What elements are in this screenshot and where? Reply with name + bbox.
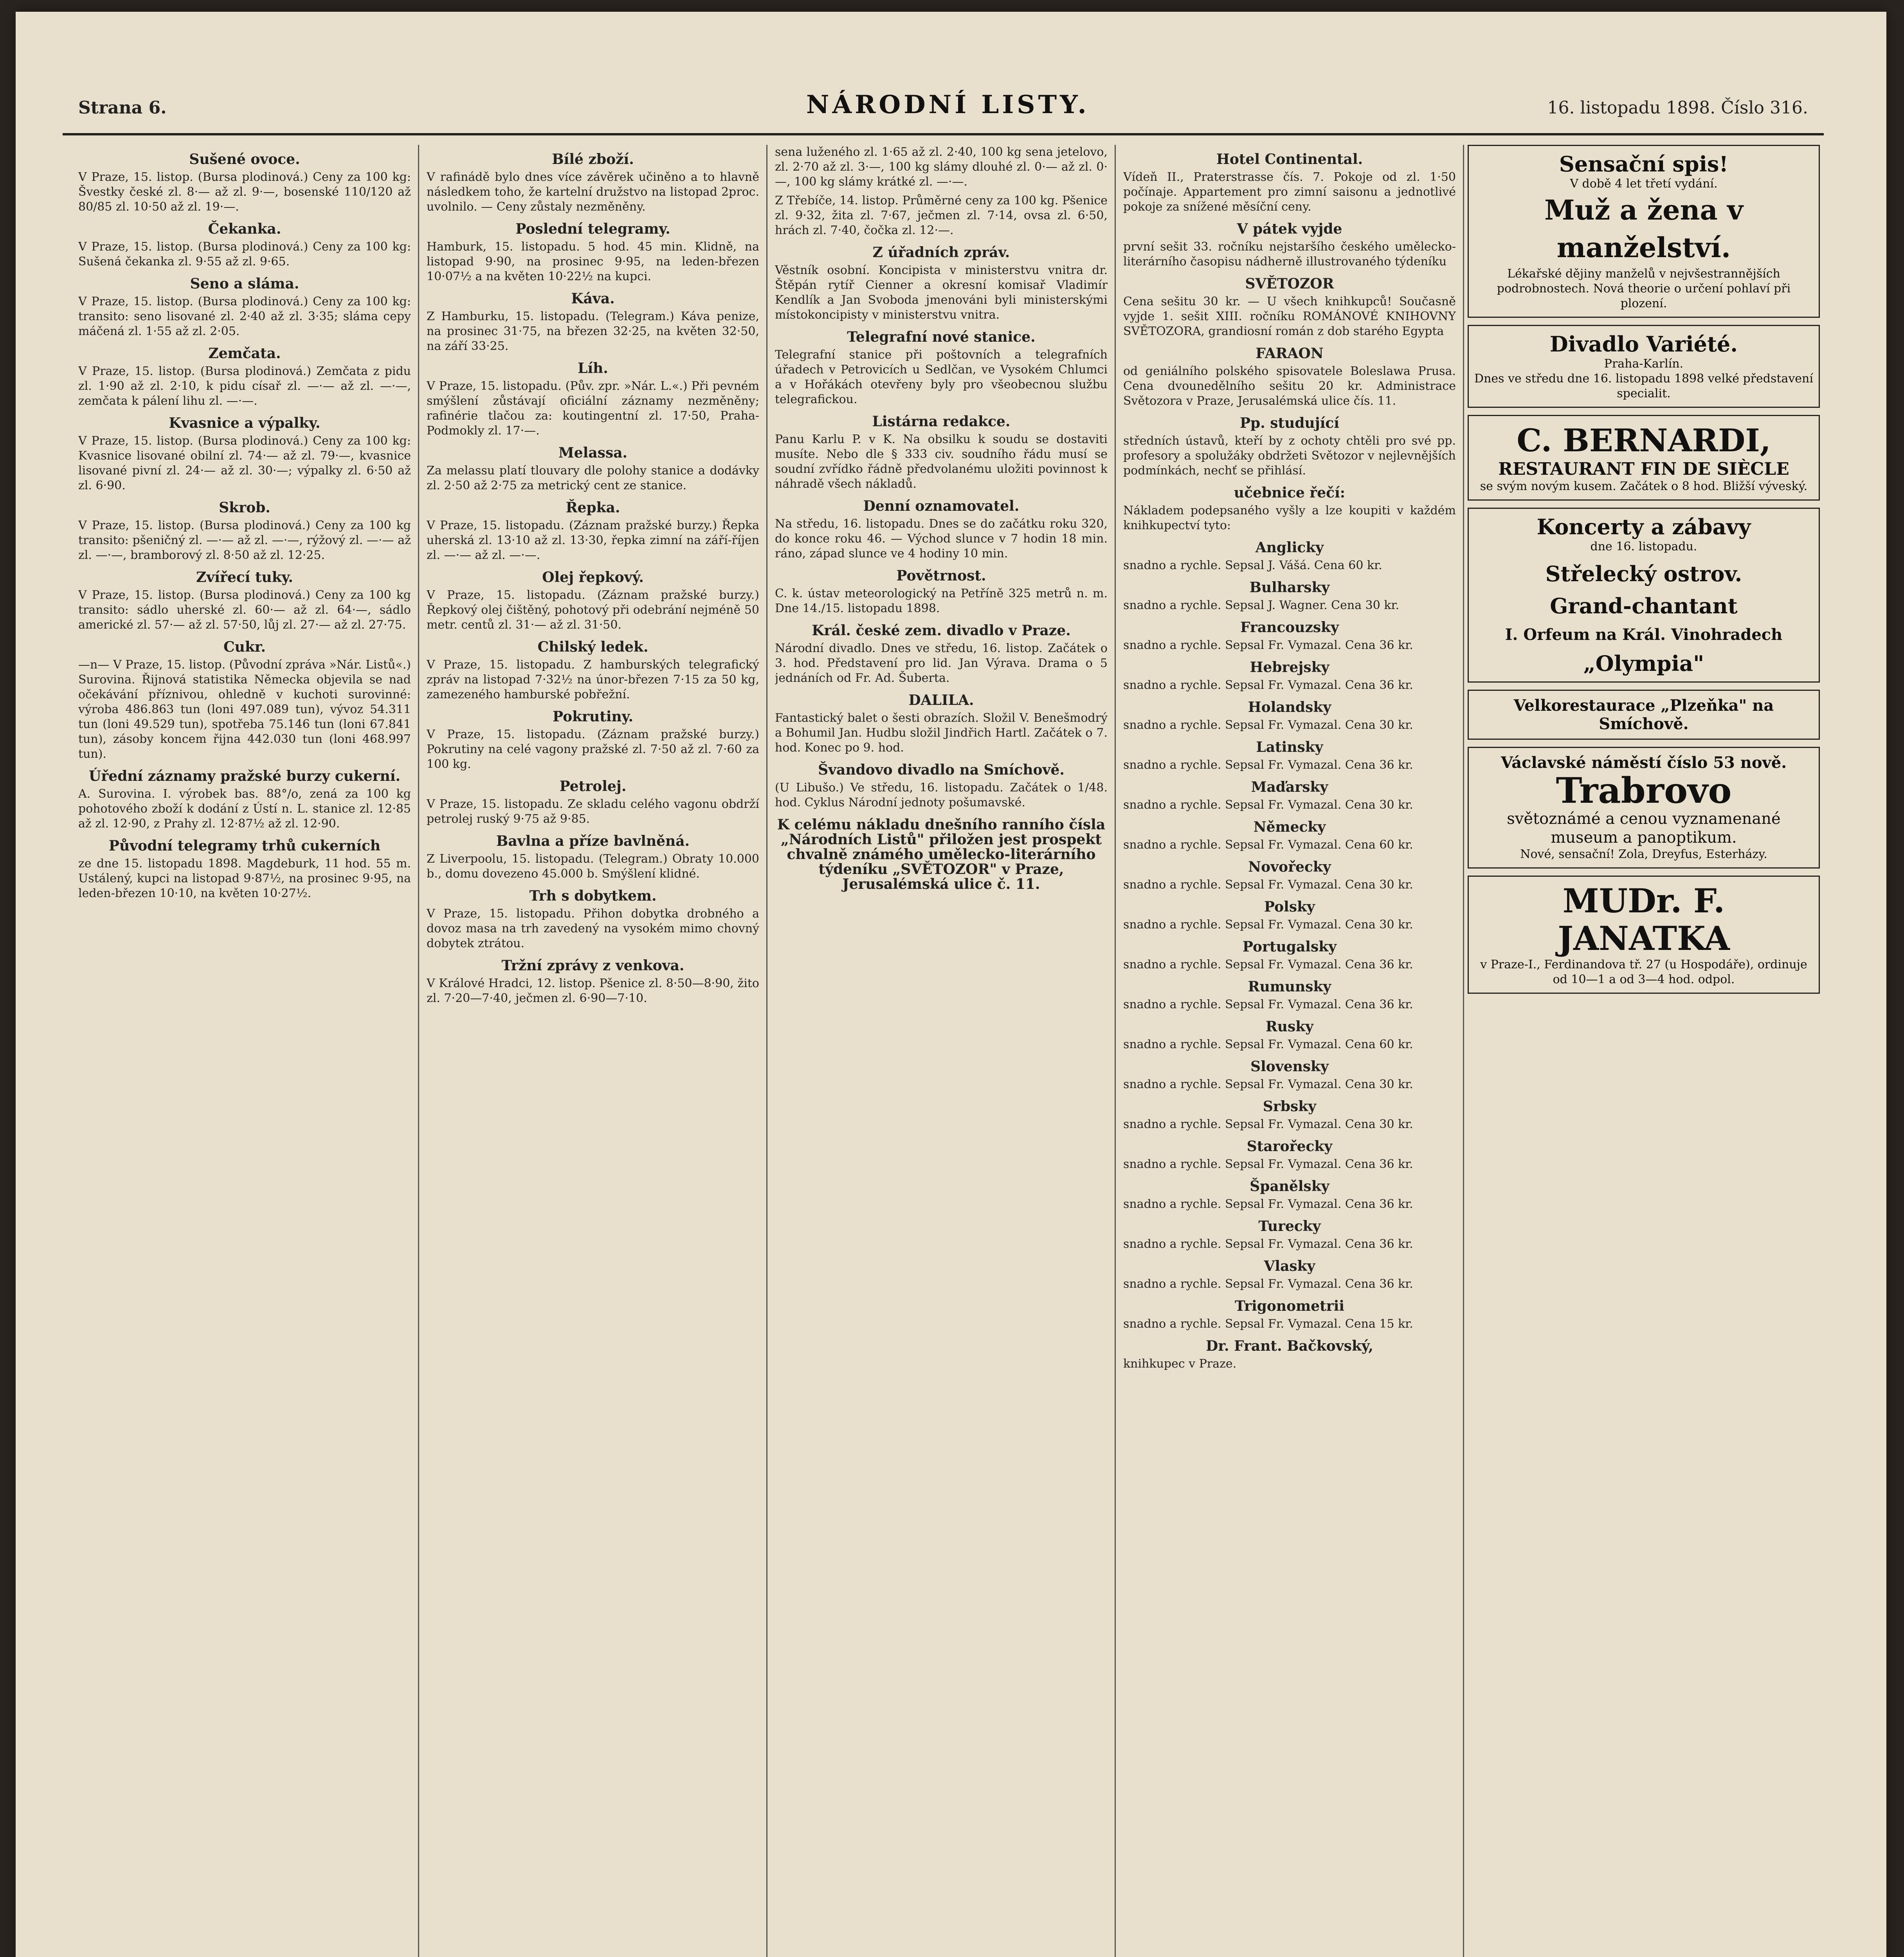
section-heading: Bílé zboží. [552,151,634,168]
section-heading: Dr. Frant. Bačkovský, [1206,1338,1373,1354]
ad-title: I. Orfeum na Král. Vinohradech [1505,625,1783,644]
section-text: Panu Karlu P. v K. Na obsilku k soudu se dostaviti musíte. Nebo dle § 333 civ. soudního řádu musí se soudní zvřídko řádně předvolanému uložiti povinnost k náhradě všech nákladů. [775,432,1108,491]
section-text: snadno a rychle. Sepsal J. Wagner. Cena 30 kr. [1123,598,1400,612]
ad-text: Nové, sensační! Zola, Dreyfus, Esterházy. [1520,847,1767,861]
section-heading: Poslední telegramy. [515,221,670,237]
section-text: V rafinádě bylo dnes více závěrek učiněno a to hlavně následkem toho, že kartelní družstvo na listopad 2proc. uvolnilo. — Ceny zůstaly nezměněny. [427,170,759,214]
section-heading: Káva. [571,290,615,307]
section-heading: Skrob. [219,499,270,516]
section-text: snadno a rychle. Sepsal Fr. Vymazal. Cena 30 kr. [1123,718,1413,732]
section-text: snadno a rychle. Sepsal Fr. Vymazal. Cena 36 kr. [1123,958,1413,971]
section-heading: Z úřadních zpráv. [872,244,1010,261]
section-text: V Praze, 15. listop. (Bursa plodinová.) Ceny za 100 kg: Sušená čekanka zl. 9·55 až zl. 9·65. [78,240,411,269]
section-heading: Zvířecí tuky. [196,569,293,586]
section-heading: Petrolej. [559,778,627,795]
section-heading: Portugalsky [1242,939,1337,955]
section-text: knihkupec v Praze. [1123,1357,1237,1371]
section-heading: Švandovo divadlo na Smíchově. [818,762,1065,778]
ad-bernardi [1468,415,1820,501]
ad-title: C. BERNARDI, [1517,422,1771,459]
section-text: —n— V Praze, 15. listop. (Původní zpráva »Nár. Listů«.) Surovina. Řijnová statistika Německa objevila se nad očekávání příznivou, ohledně v kuchoti surovinné: výroba 486.863 tun (loni 497.089 tun), vývoz 54.311 tun (loni 49.529 tun), spotřeba 75.146 tun (loni 67.841 tun), zásoby koncem řijna 442.030 tun (loni 468.997 tun). [78,658,411,761]
ad-title: Velkorestaurace „Plzeňka" na Smíchově. [1513,696,1774,733]
section-heading: Bulharsky [1249,579,1330,596]
ad-plzenka [1468,690,1820,740]
section-text: snadno a rychle. Sepsal Fr. Vymazal. Cena 30 kr. [1123,1117,1413,1131]
advertisements-column [1468,145,1820,1957]
section-heading: Holandsky [1248,699,1331,715]
section-heading: FARAON [1256,345,1324,362]
ad-headline: MUDr. F. JANATKA [1558,881,1730,958]
section-text: Na středu, 16. listopadu. Dnes se do začátku roku 320, do konce roku 46. — Východ slunce v 7 hodin 18 min. ráno, západ slunce ve 4 hodiny 10 min. [775,517,1108,560]
section-text: Cena sešitu 30 kr. — U všech knihkupců! Současně vyjde 1. sešit XIII. ročníku ROMÁNOVÉ KNIHOVNY SVĚTOZORA, grandiosní román z dob starého Egypta [1123,295,1456,338]
issue-date: 16. listopadu 1898. Číslo 316. [1547,98,1808,118]
section-heading: Pokrutiny. [553,708,633,725]
section-text: snadno a rychle. Sepsal Fr. Vymazal. Cena 36 kr. [1123,1277,1413,1291]
section-text: Hamburk, 15. listopadu. 5 hod. 45 min. Klidně, na listopad 9·90, na prosinec 9·95, na leden-březen 10·07½ a na květen 10·22½ na kupci. [427,240,759,283]
section-text: Fantastický balet o šesti obrazích. Složil V. Benešmodrý a Bohumil Jan. Hudbu složil Jindřich Hartl. Začátek o 7. hod. Konec po 9. hod. [775,711,1108,755]
section-text: snadno a rychle. Sepsal Fr. Vymazal. Cena 30 kr. [1123,1078,1413,1091]
section-heading: Francouzsky [1240,619,1339,636]
section-heading: Seno a sláma. [190,276,299,292]
ad-subtitle: V době 4 let třetí vydání. [1570,177,1718,191]
section-text: snadno a rychle. Sepsal Fr. Vymazal. Cena 30 kr. [1123,878,1413,892]
column-3 [775,145,1108,1957]
ad-text: se svým novým kusem. Začátek o 8 hod. Bližší výveský. [1480,479,1808,493]
section-heading: Trigonometrii [1234,1298,1345,1314]
section-heading: Rusky [1265,1018,1314,1035]
ad-concerts [1468,508,1820,683]
section-text: V Králové Hradci, 12. listop. Pšenice zl. 8·50—8·90, žito zl. 7·20—7·40, ječmen zl. 6·90—7·10. [427,977,759,1005]
ad-headline: Trabrovo [1556,770,1732,811]
section-text: Věstník osobní. Koncipista v ministerstvu vnitra dr. Štěpán rytíř Cienner a okresní komisař Vladimír Kendlík a Jan Svoboda jmenováni byli ministerskými místokoncipisty v ministerstvu vnitra. [775,263,1108,322]
masthead [63,86,1824,133]
column-1 [78,145,411,1957]
ad-subtitle: Praha-Karlín. [1604,357,1684,371]
section-heading: K celému nákladu dnešního ranního čísla „Národních Listů" přiložen jest prospekt chvalně známého umělecko-literárního týdeníku „SVĚTOZOR" v Praze, Jerusalémská ulice č. 11. [777,816,1106,892]
section-heading: Původní telegramy trhů cukerních [108,838,381,854]
section-text: snadno a rychle. Sepsal Fr. Vymazal. Cena 60 kr. [1123,838,1413,852]
column-divider [418,145,419,1957]
ad-trabrovo-museum [1468,747,1820,869]
section-heading: Latinsky [1256,739,1323,755]
ad-title: Václavské náměstí číslo 53 nově. [1501,753,1787,772]
section-heading: Čekanka. [208,221,281,237]
section-text: snadno a rychle. Sepsal Fr. Vymazal. Cena 30 kr. [1123,918,1413,932]
ad-title: Sensační spis! [1559,151,1729,177]
section-heading: Melassa. [558,445,628,461]
section-heading: Sušené ovoce. [189,151,300,168]
section-heading: Povětrnost. [896,568,986,584]
section-heading: Srbsky [1263,1098,1317,1115]
section-heading: učebnice řečí: [1234,485,1346,501]
page-number: Strana 6. [78,98,167,118]
section-text: Z Liverpoolu, 15. listopadu. (Telegram.) Obraty 10.000 b., domu dovezeno 45.000 b. Smýšlení klidné. [427,852,759,881]
section-text: (U Libušo.) Ve středu, 16. listopadu. Začátek o 1/48. hod. Cyklus Národní jednoty pošumavské. [775,781,1108,809]
section-heading: Hebrejsky [1250,659,1329,676]
section-heading: Trh s dobytkem. [529,888,657,904]
section-text: první sešit 33. ročníku nejstaršího českého umělecko-literárního časopisu nádherně illustrovaného týdeníku [1123,240,1456,269]
section-text: V Praze, 15. listopadu. (Záznam pražské burzy.) Pokrutiny na celé vagony pražské zl. 7·50 až zl. 7·60 za 100 kg. [427,728,759,771]
section-heading: Rumunsky [1248,979,1331,995]
section-heading: Kvasnice a výpalky. [169,415,321,431]
section-heading: Řepka. [566,499,620,516]
section-heading: Král. české zem. divadlo v Praze. [812,622,1071,639]
section-heading: Tržní zprávy z venkova. [501,957,685,974]
section-text: snadno a rychle. Sepsal Fr. Vymazal. Cena 36 kr. [1123,1157,1413,1171]
section-heading: Pp. studující [1239,415,1340,431]
section-text: Z Hamburku, 15. listopadu. (Telegram.) Káva penize, na prosinec 31·75, na březen 32·25, na květen 32·50, na září 33·25. [427,310,759,353]
section-heading: Novořecky [1248,859,1331,875]
section-text: V Praze, 15. listop. (Bursa plodinová.) Ceny za 100 kg: Švestky české zl. 8·— až zl. 9·—, bosenské 110/120 až 80/85 zl. 10·50 až zl. 19·—. [78,170,411,214]
section-heading: Anglicky [1255,539,1324,556]
ad-sensational-book [1468,145,1820,318]
section-text: ze dne 15. listopadu 1898. Magdeburk, 11 hod. 55 m. Ustálený, kupci na listopad 9·87½, na prosinec 9·95, na leden-březen 10·10, na květen 10·27½. [78,857,411,900]
section-heading: Cukr. [223,639,266,655]
section-heading: Polsky [1264,899,1315,915]
section-heading: Maďarsky [1251,779,1328,795]
section-text: snadno a rychle. Sepsal Fr. Vymazal. Cena 15 kr. [1123,1317,1413,1331]
section-text: V Praze, 15. listopadu. (Záznam pražské burzy.) Řepka uherská zl. 13·10 až zl. 13·30, řepka zimní na září-říjen zl. —·— až zl. —·—. [427,519,759,562]
section-text: středních ústavů, kteří by z ochoty chtěli pro své pp. profesory a spolužáky obdržeti Světozor v nejlevnějších podmínkách, nechť se přihlásí. [1123,434,1456,478]
section-heading: Olej řepkový. [542,569,644,586]
section-text: snadno a rychle. Sepsal Fr. Vymazal. Cena 36 kr. [1123,678,1413,692]
section-heading: Úřední záznamy pražské burzy cukerní. [88,768,401,784]
section-heading: Zemčata. [208,345,281,362]
section-text: Telegrafní stanice při poštovních a telegrafních úřadech v Petrovicích u Sedlčan, ve Vysokém Chlumci a v Hořákách otevřeny byly pro všeobecnou službu telegrafickou. [775,348,1108,406]
ad-subtitle: dne 16. listopadu. [1590,540,1697,553]
section-text: V Praze, 15. listopadu. (Záznam pražské burzy.) Řepkový olej čištěný, pohotový při odebrání nejméně 50 metr. centů zl. 31·— až zl. 31·50. [427,588,759,632]
ad-title: Grand-chantant [1550,593,1738,618]
section-heading: Turecky [1258,1218,1321,1234]
ad-title: Koncerty a zábavy [1537,514,1751,539]
section-text: snadno a rychle. Sepsal J. Vášá. Cena 60 kr. [1123,559,1382,572]
ad-janatka [1468,876,1820,994]
section-text: snadno a rychle. Sepsal Fr. Vymazal. Cena 36 kr. [1123,1197,1413,1211]
section-heading: Španělsky [1250,1178,1329,1195]
section-text: V Praze, 15. listop. (Bursa plodinová.) Ceny za 100 kg: Kvasnice lisované obilní zl. 74·— až zl. 79·—, kvasnice lisované pivní zl. 24·— až zl. 30·—; výpalky zl. 6·50 až zl. 6·90. [78,434,411,492]
section-text: V Praze, 15. listopadu. Ze skladu celého vagonu obdrží petrolej ruský 9·75 až 9·85. [427,797,759,826]
section-text: od geniálního polského spisovatele Boleslawa Prusa. Cena dvounedělního sešitu 20 kr. Administrace Světozora v Praze, Jerusalémská ulice čís. 11. [1123,364,1456,408]
column-divider [1463,145,1464,1957]
section-text: Nákladem podepsaného vyšly a lze koupiti v každém knihkupectví tyto: [1123,504,1456,532]
ad-headline: Muž a žena v manželství. [1544,194,1743,264]
section-heading: V pátek vyjde [1237,221,1342,237]
section-text: A. Surovina. I. výrobek bas. 88°/o, zená za 100 kg pohotového zboží k dodání z Ústí n. L. stanice zl. 12·85 až zl. 12·90, z Prahy zl. 12·87½ až zl. 12·90. [78,787,411,831]
section-text: Národní divadlo. Dnes ve středu, 16. listop. Začátek o 3. hod. Představení pro lid. Jan Výrava. Drama o 5 jednáních od Fr. Ad. Šuberta. [775,642,1108,685]
ad-title: Střelecký ostrov. [1545,561,1742,586]
section-heading: Německy [1253,819,1326,835]
section-heading: Vlasky [1264,1258,1315,1274]
section-heading: SVĚTOZOR [1245,276,1334,292]
section-text: snadno a rychle. Sepsal Fr. Vymazal. Cena 30 kr. [1123,798,1413,812]
section-text: V Praze, 15. listop. (Bursa plodinová.) Ceny za 100 kg transito: sádlo uherské zl. 60·— až zl. 64·—, sádlo americké zl. 57·— až zl. 57·50, lůj zl. 27·— až zl. 27·75. [78,588,411,632]
ad-subtitle: RESTAURANT FIN DE SIÈCLE [1498,459,1789,479]
section-text: snadno a rychle. Sepsal Fr. Vymazal. Cena 36 kr. [1123,758,1413,772]
ad-text: Lékařské dějiny manželů v nejvšestrannějších podrobnostech. Nová theorie o určení pohlaví při plození. [1497,267,1791,310]
section-text: V Praze, 15. listop. (Bursa plodinová.) Zemčata z pidu zl. 1·90 až zl. 2·10, k pidu císař zl. —·— až zl. —·—, zemčata k pálení lihu zl. —·—. [78,364,411,408]
ad-variete [1468,325,1820,408]
section-text: Z Třebíče, 14. listop. Průměrné ceny za 100 kg. Pšenice zl. 9·32, žita zl. 7·67, ječmen zl. 7·14, ovsa zl. 6·50, hrách zl. 7·40, čočka zl. 12·—. [775,194,1108,237]
section-heading: Chilský ledek. [537,639,648,655]
ad-text: Dnes ve středu dne 16. listopadu 1898 velké představení specialit. [1474,372,1813,400]
newspaper-title: NÁRODNÍ LISTY. [806,90,1090,119]
ad-text: v Praze-I., Ferdinandova tř. 27 (u Hospodáře), ordinuje od 10—1 a od 3—4 hod. odpol. [1480,958,1807,986]
section-text: C. k. ústav meteorologický na Petříně 325 metrů n. m. Dne 14./15. listopadu 1898. [775,587,1108,615]
section-heading: Starořecky [1247,1138,1333,1155]
ad-title: „Olympia" [1583,651,1704,676]
column-divider [766,145,767,1957]
section-heading: Líh. [578,360,608,377]
section-text: sena luženého zl. 1·65 až zl. 2·40, 100 kg sena jetelovo, zl. 2·70 až zl. 3·—, 100 kg slámy dlouhé zl. 0·— až zl. 0·—, 100 kg slámy krátké zl. —·—. [775,145,1108,189]
section-heading: Bavlna a příze bavlněná. [496,833,690,849]
section-text: V Praze, 15. listop. (Bursa plodinová.) Ceny za 100 kg transito: pšeničný zl. —·— až zl. —·—, rýžový zl. —·— až zl. —·—, bramborový zl. 8·50 až zl. 12·25. [78,519,411,562]
section-text: snadno a rychle. Sepsal Fr. Vymazal. Cena 36 kr. [1123,1237,1413,1251]
ad-title: Divadlo Variété. [1549,332,1738,357]
section-heading: Denní oznamovatel. [863,498,1020,514]
section-text: V Praze, 15. listop. (Bursa plodinová.) Ceny za 100 kg: transito: seno lisované zl. 2·40 až zl. 3·35; sláma cepy máčená zl. 1·55 až zl. 2·05. [78,295,411,338]
section-text: Vídeň II., Praterstrasse čís. 7. Pokoje od zl. 1·50 počínaje. Appartement pro zimní saisonu a jednotlivé pokoje za snížené měsíční ceny. [1123,170,1456,214]
section-text: V Praze, 15. listopadu. Přihon dobytka drobného a dovoz masa na trh zavedený na vysokém mimo chovný dobytek ztrátou. [427,907,759,950]
section-text: snadno a rychle. Sepsal Fr. Vymazal. Cena 60 kr. [1123,1038,1413,1051]
section-text: snadno a rychle. Sepsal Fr. Vymazal. Cena 36 kr. [1123,998,1413,1011]
section-text: Za melassu platí tlouvary dle polohy stanice a dodávky zl. 2·50 až 2·75 za metrický cent ze stanice. [427,464,759,492]
ad-text: světoznámé a cenou vyznamenané museum a panoptikum. [1507,810,1781,847]
section-heading: Telegrafní nové stanice. [847,329,1036,345]
section-heading: Hotel Continental. [1216,151,1363,168]
header-rule [63,133,1824,135]
section-heading: Listárna redakce. [872,413,1011,430]
section-text: V Praze, 15. listopadu. Z hamburských telegrafický zpráv na listopad 7·32½ na únor-březen 7·15 za 50 kg, zamezeného hamburské pobřežní. [427,658,759,701]
section-text: V Praze, 15. listopadu. (Pův. zpr. »Nár. L.«.) Při pevném smýšlení zůstávají oficiální záznamy nezměněny; rafinérie tlačou za: koutingentní zl. 17·50, Praha-Podmokly zl. 17·—. [427,379,759,438]
section-text: snadno a rychle. Sepsal Fr. Vymazal. Cena 36 kr. [1123,638,1413,652]
column-4 [1123,145,1456,1957]
section-heading: DALILA. [908,692,974,708]
section-heading: Slovensky [1250,1058,1329,1075]
column-2 [427,145,759,1957]
column-divider [1115,145,1116,1957]
